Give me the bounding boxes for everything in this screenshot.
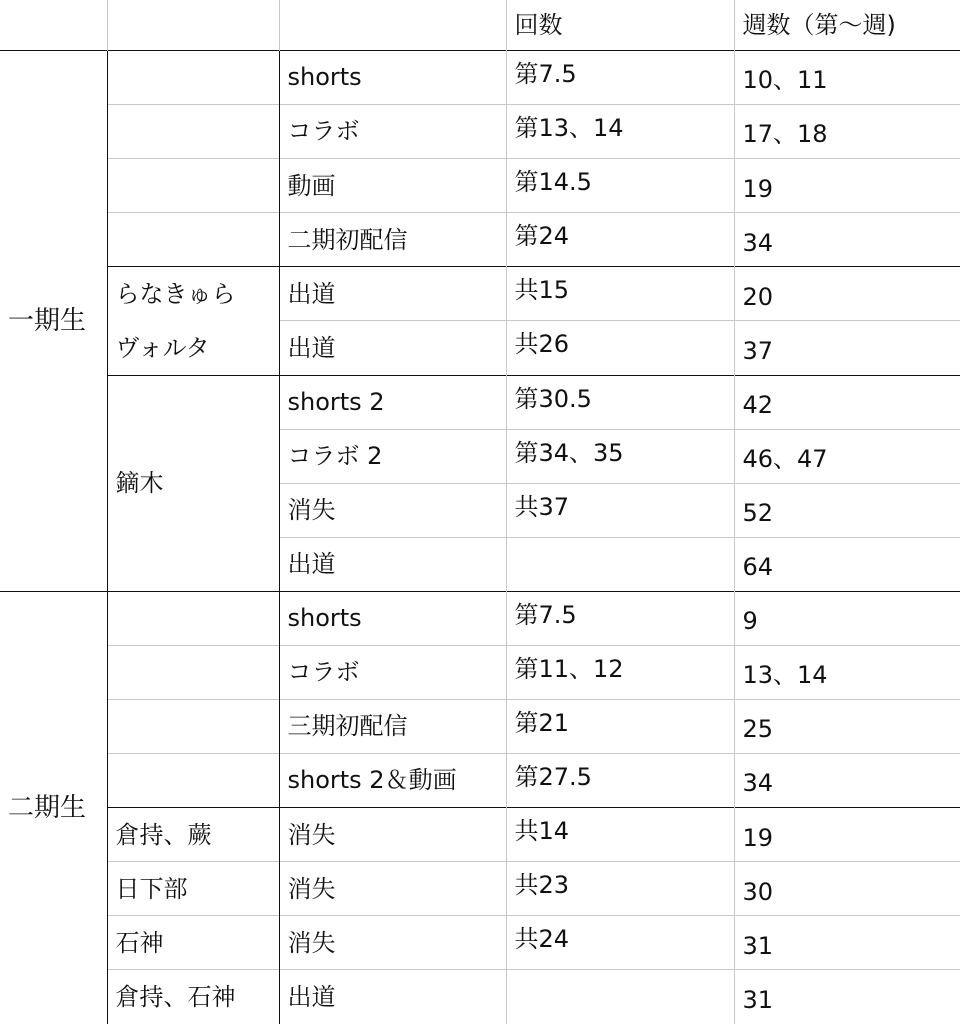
table-row [0, 159, 960, 213]
count-cell: 第34、35 [506, 429, 734, 483]
group-label-second: 二期生 [0, 591, 107, 1024]
count-cell: 共26 [506, 321, 734, 375]
event-cell: shorts [279, 591, 506, 645]
count-cell: 第21 [506, 700, 734, 754]
sub-cell [107, 213, 279, 267]
group-label-first: 一期生 [0, 51, 107, 592]
count-cell [506, 537, 734, 591]
sub-cell: らなきゅら [107, 267, 279, 321]
week-cell: 19 [734, 808, 960, 862]
week-cell: 9 [734, 591, 960, 645]
header-count: 回数 [506, 0, 734, 51]
week-cell: 31 [734, 970, 960, 1024]
event-cell: コラボ [279, 645, 506, 699]
table-row [0, 105, 960, 159]
event-cell: shorts [279, 51, 506, 105]
sub-cell-merged: 鏑木 [107, 375, 279, 591]
count-cell: 第14.5 [506, 159, 734, 213]
sub-cell [107, 645, 279, 699]
sub-cell: 倉持、蕨 [107, 808, 279, 862]
week-cell: 34 [734, 213, 960, 267]
count-cell: 第24 [506, 213, 734, 267]
count-cell: 共23 [506, 862, 734, 916]
week-cell: 46、47 [734, 429, 960, 483]
sub-cell [107, 159, 279, 213]
week-cell: 19 [734, 159, 960, 213]
sub-cell [107, 754, 279, 808]
event-cell: 二期初配信 [279, 213, 506, 267]
table-row [0, 375, 960, 429]
event-cell: 出道 [279, 970, 506, 1024]
table-row [0, 808, 960, 862]
table-row [0, 970, 960, 1024]
count-cell: 共14 [506, 808, 734, 862]
header-cell-empty-2 [107, 0, 279, 51]
week-cell: 20 [734, 267, 960, 321]
week-cell: 37 [734, 321, 960, 375]
table-row [0, 51, 960, 105]
week-cell: 17、18 [734, 105, 960, 159]
event-cell: 消失 [279, 808, 506, 862]
header-cell-empty-3 [279, 0, 506, 51]
sub-cell: ヴォルタ [107, 321, 279, 375]
event-cell: 消失 [279, 862, 506, 916]
header-cell-empty-1 [0, 0, 107, 51]
table-row [0, 591, 960, 645]
event-cell: コラボ [279, 105, 506, 159]
count-cell: 第11、12 [506, 645, 734, 699]
sub-cell: 石神 [107, 916, 279, 970]
sub-cell: 倉持、石神 [107, 970, 279, 1024]
event-cell: 消失 [279, 916, 506, 970]
count-cell: 共15 [506, 267, 734, 321]
week-cell: 34 [734, 754, 960, 808]
count-cell: 第7.5 [506, 51, 734, 105]
week-cell: 42 [734, 375, 960, 429]
count-cell: 共24 [506, 916, 734, 970]
event-cell: shorts 2＆動画 [279, 754, 506, 808]
count-cell: 第7.5 [506, 591, 734, 645]
week-cell: 31 [734, 916, 960, 970]
event-cell: 動画 [279, 159, 506, 213]
table-row [0, 645, 960, 699]
week-cell: 25 [734, 700, 960, 754]
count-cell [506, 970, 734, 1024]
week-cell: 13、14 [734, 645, 960, 699]
event-cell: 出道 [279, 537, 506, 591]
week-cell: 10、11 [734, 51, 960, 105]
count-cell: 第13、14 [506, 105, 734, 159]
event-cell: 三期初配信 [279, 700, 506, 754]
count-cell: 共37 [506, 483, 734, 537]
event-cell: 出道 [279, 321, 506, 375]
sub-cell: 日下部 [107, 862, 279, 916]
count-cell: 第27.5 [506, 754, 734, 808]
sub-cell [107, 591, 279, 645]
table-row [0, 916, 960, 970]
sub-cell [107, 700, 279, 754]
week-cell: 64 [734, 537, 960, 591]
event-cell: 出道 [279, 267, 506, 321]
header-row [0, 0, 960, 51]
table-row [0, 213, 960, 267]
event-cell: 消失 [279, 483, 506, 537]
table-row [0, 267, 960, 321]
table-row [0, 700, 960, 754]
event-cell: shorts 2 [279, 375, 506, 429]
event-cell: コラボ 2 [279, 429, 506, 483]
table-row [0, 321, 960, 375]
header-week: 週数（第〜週) [734, 0, 960, 51]
table-row [0, 754, 960, 808]
week-cell: 52 [734, 483, 960, 537]
sub-cell [107, 51, 279, 105]
count-cell: 第30.5 [506, 375, 734, 429]
sub-cell [107, 105, 279, 159]
table-row [0, 862, 960, 916]
week-cell: 30 [734, 862, 960, 916]
